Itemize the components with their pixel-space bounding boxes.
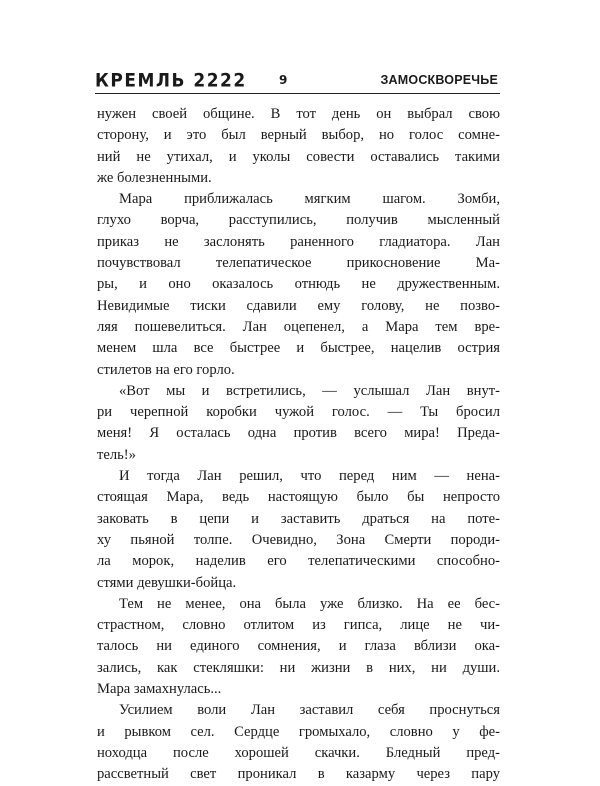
text-line: ла морок, наделив его телепатическими способно-: [97, 553, 500, 570]
text-line: талось ни единого сомнения, и глаза вблизи ока-: [97, 638, 500, 655]
text-line: страстном, словно отлитом из гипса, лице не чи-: [97, 617, 500, 634]
text-line: И тогда Лан решил, что перед ним — нена-: [119, 468, 500, 485]
text-line: ноходца после хорошей скачки. Бледный пред-: [97, 744, 500, 761]
header-rule: [95, 93, 500, 94]
text-line: сторону, и это был верный выбор, но голос сомне-: [97, 127, 500, 144]
text-line: стоящая Мара, ведь настоящую было бы непросто: [97, 489, 500, 506]
text-line: Тем не менее, она была уже близко. На ее бес-: [119, 595, 500, 612]
page-number: 9: [279, 73, 288, 87]
text-line: Мара приближалась мягким шагом. Зомби,: [119, 191, 500, 208]
text-line: и рывком сел. Сердце громыхало, словно у фе-: [97, 723, 500, 740]
text-line: нужен своей общине. В тот день он выбрал свою: [97, 106, 500, 122]
text-line: почувствовал телепатическое прикосновение Ма-: [97, 255, 500, 272]
text-line: меня! Я осталась одна против всего мира! Преда-: [97, 425, 500, 442]
text-line: менем шла все быстрее и быстрее, нацелив острия: [97, 340, 500, 357]
text-line: рассветный свет проникал в казарму через пару: [97, 766, 500, 783]
running-header: [95, 70, 500, 96]
text-line: глухо ворча, расступились, получив мысленный: [97, 212, 500, 229]
text-line: заковать в цепи и заставить драться на поте-: [97, 510, 500, 527]
text-line: стями девушки-бойца.: [97, 574, 237, 591]
text-line: ний не утихал, и уколы совести оставались такими: [97, 148, 500, 165]
text-line: ри черепной коробки чужой голос. — Ты бросил: [97, 404, 500, 421]
chapter-title: ЗАМОСКВОРЕЧЬЕ: [380, 73, 498, 87]
text-line: Невидимые тиски сдавили ему голову, не позво-: [97, 297, 500, 314]
paragraph: [97, 104, 500, 189]
paragraph: [97, 189, 500, 381]
paragraph: [97, 466, 500, 594]
text-line: Усилием воли Лан заставил себя проснуться: [119, 702, 500, 719]
text-line: «Вот мы и встретились, — услышал Лан внут-: [119, 382, 500, 399]
text-line: стилетов на его горло.: [97, 361, 235, 378]
text-line: ры, и оно оказалось отнюдь не дружественным.: [97, 276, 500, 293]
text-line: же болезненными.: [97, 169, 212, 186]
text-line: тель!»: [97, 446, 136, 463]
series-title: КРЕМЛЬ 2222: [95, 70, 247, 92]
paragraph: [97, 700, 500, 785]
text-line: ляя пошевелиться. Лан оцепенел, а Мара тем вре-: [97, 318, 500, 335]
paragraph: [97, 381, 500, 466]
paragraph: [97, 594, 500, 700]
text-line: ху пьяной толпе. Очевидно, Зона Смерти породи-: [97, 531, 500, 548]
body-text: [97, 104, 500, 786]
text-line: приказ не заслонять раненного гладиатора. Лан: [97, 233, 500, 250]
text-line: зались, как стекляшки: ни жизни в них, ни души.: [97, 659, 500, 676]
text-line: Мара замахнулась...: [97, 681, 222, 698]
